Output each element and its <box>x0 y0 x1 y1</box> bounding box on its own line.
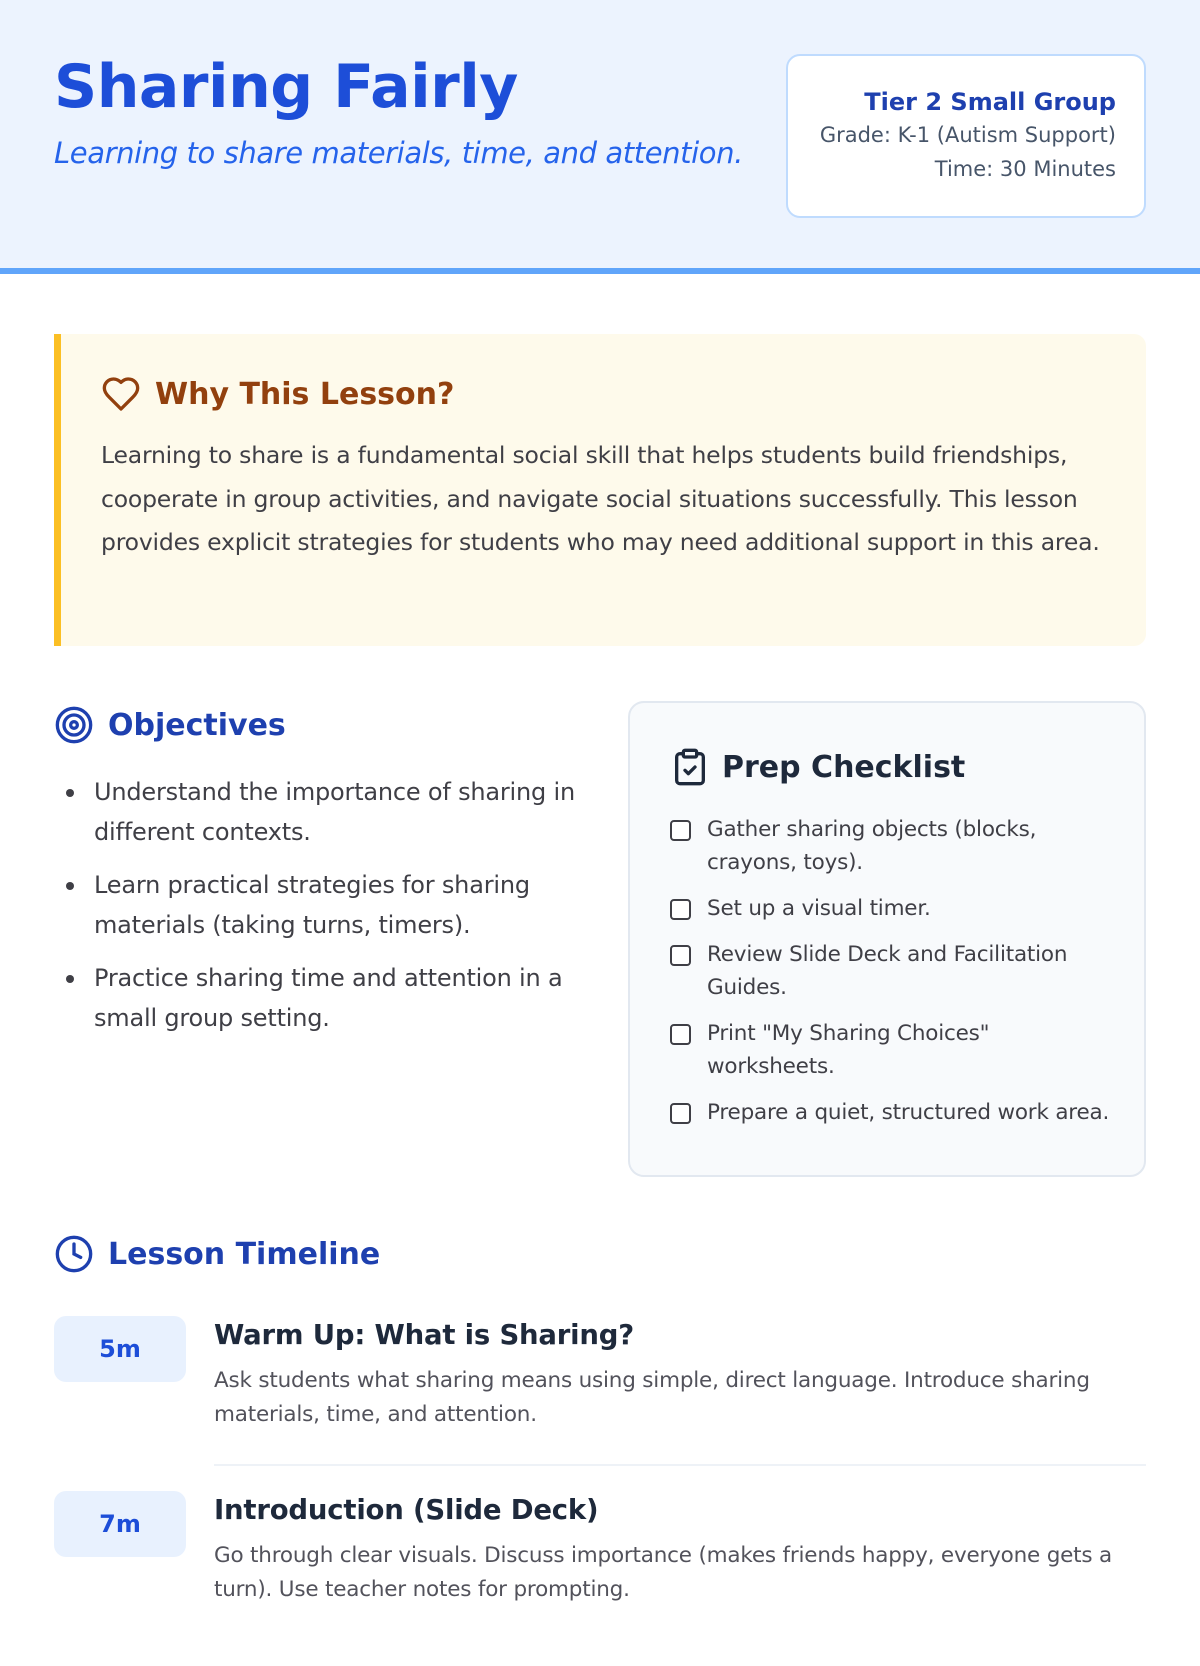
checklist-item[interactable] <box>670 938 1114 1004</box>
checklist-item-label: Gather sharing objects (blocks, crayons, toys). <box>707 817 1037 875</box>
timeline-heading <box>54 1234 380 1274</box>
checklist-item-label: Review Slide Deck and Facilitation Guides. <box>707 942 1068 1000</box>
time-label: Time: 30 Minutes <box>934 157 1116 181</box>
why-body: Learning to share is a fundamental social skill that helps students build friendships, cooperate in group activities, and navigate social situations successfully. This lesson provides explicit strategies for students who may need additional support in this area. <box>101 441 1100 556</box>
timeline-item <box>54 1316 1146 1491</box>
checkbox[interactable] <box>670 899 691 920</box>
prep-heading <box>670 747 1114 787</box>
why-title: Why This Lesson? <box>155 376 455 412</box>
why-heading <box>101 374 1102 414</box>
timeline-item-content <box>214 1316 1146 1432</box>
checkbox[interactable] <box>670 1103 691 1124</box>
why-this-lesson-callout <box>54 334 1146 646</box>
checklist-item[interactable] <box>670 892 1114 925</box>
divider <box>214 1464 1146 1466</box>
timeline-item-description: Ask students what sharing means using simple, direct language. Introduce sharing materials, time, and attention. <box>214 1368 1090 1427</box>
checklist-item[interactable] <box>670 813 1114 879</box>
page-title: Sharing Fairly <box>54 52 518 122</box>
lesson-header <box>0 0 1200 274</box>
objectives-title: Objectives <box>108 707 286 743</box>
lesson-timeline <box>54 1316 1146 1666</box>
timeline-item-title: Warm Up: What is Sharing? <box>214 1319 634 1351</box>
timeline-item-description: Go through clear visuals. Discuss importance (makes friends happy, everyone gets a turn). Use teacher notes for prompting. <box>214 1543 1113 1602</box>
prep-title: Prep Checklist <box>722 749 966 785</box>
checklist-item-label: Set up a visual timer. <box>707 896 931 921</box>
checkbox[interactable] <box>670 945 691 966</box>
page-subtitle: Learning to share materials, time, and attention. <box>54 136 743 170</box>
grade-label: Grade: K-1 (Autism Support) <box>819 123 1116 147</box>
objective-item: Learn practical strategies for sharing materials (taking turns, timers). <box>54 865 584 945</box>
objectives-heading <box>54 705 286 745</box>
objectives-list <box>54 772 584 1051</box>
checklist-item-label: Prepare a quiet, structured work area. <box>707 1100 1110 1125</box>
heart-icon <box>101 374 141 414</box>
prep-checklist <box>670 813 1114 1129</box>
checklist-item[interactable] <box>670 1096 1114 1129</box>
timeline-title: Lesson Timeline <box>108 1236 381 1272</box>
timeline-item-content <box>214 1491 1146 1607</box>
checkbox[interactable] <box>670 820 691 841</box>
target-icon <box>54 705 94 745</box>
objective-item: Practice sharing time and attention in a small group setting. <box>54 958 584 1038</box>
checklist-item-label: Print "My Sharing Choices" worksheets. <box>707 1021 990 1079</box>
tier-label: Tier 2 Small Group <box>864 88 1116 116</box>
checklist-item[interactable] <box>670 1017 1114 1083</box>
lesson-info-card <box>786 54 1146 218</box>
duration-badge: 7m <box>54 1491 186 1557</box>
checkbox[interactable] <box>670 1024 691 1045</box>
objective-item: Understand the importance of sharing in different contexts. <box>54 772 584 852</box>
prep-checklist-card <box>628 701 1146 1177</box>
timeline-item <box>54 1491 1146 1666</box>
timeline-item-title: Introduction (Slide Deck) <box>214 1494 599 1526</box>
clock-icon <box>54 1234 94 1274</box>
duration-badge: 5m <box>54 1316 186 1382</box>
clipboard-check-icon <box>670 747 710 787</box>
